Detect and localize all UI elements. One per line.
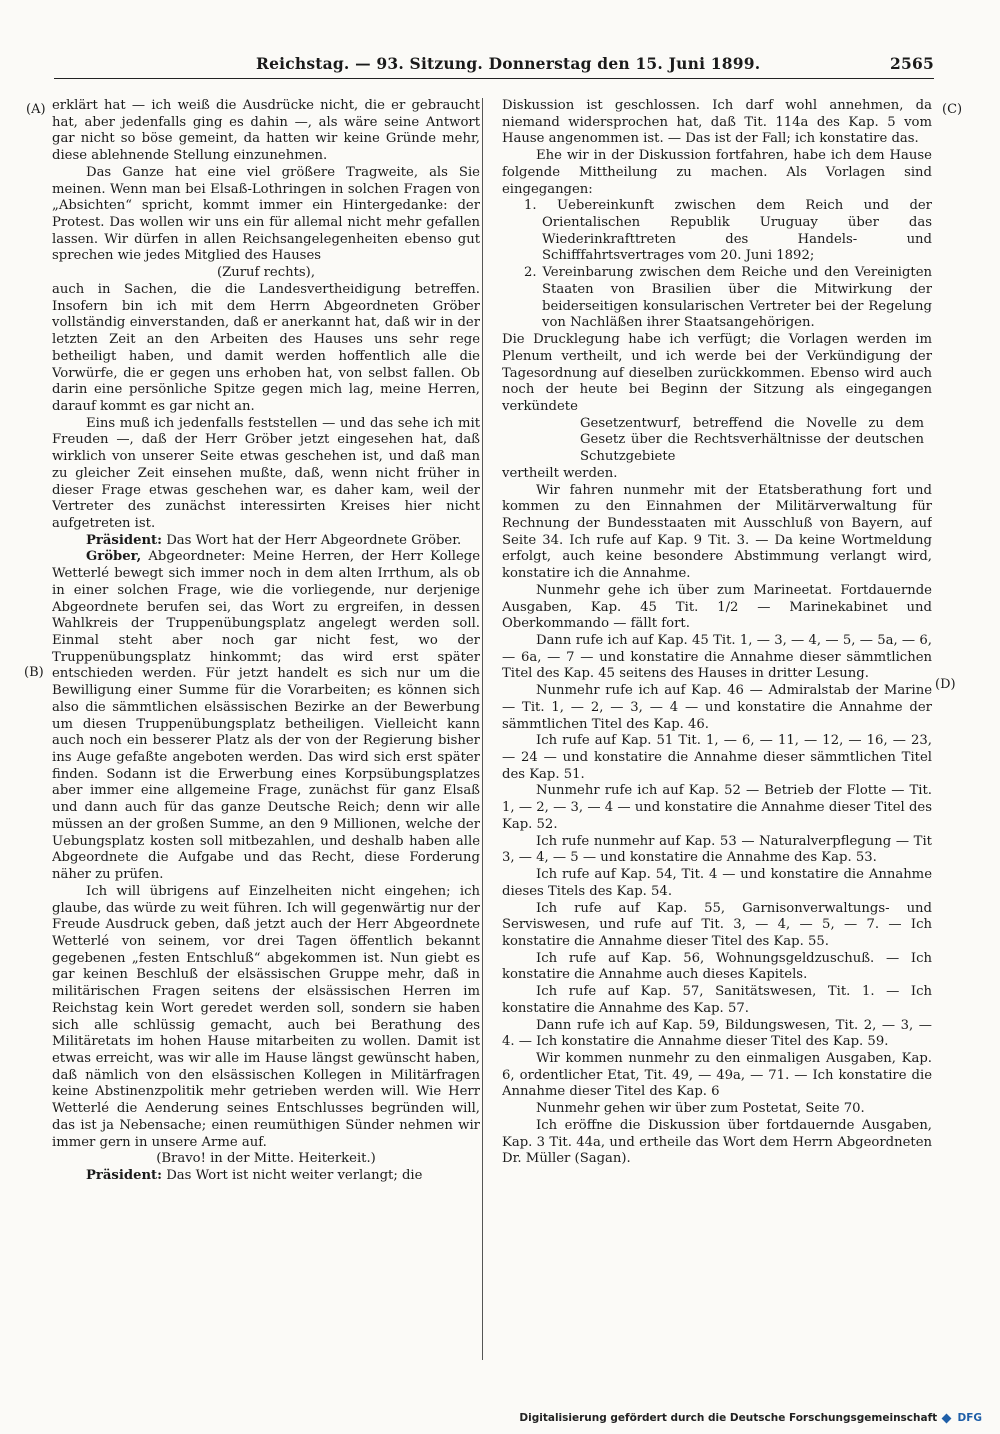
paragraph: Wir kommen nunmehr zu den einmaligen Ausgaben, Kap. 6, ordentlicher Etat, Tit. 49, — 49a, — 71. — Ich konstatire die Annahme dieser Titel des Kap. 6	[502, 1050, 932, 1100]
paragraph: Gesetzentwurf, betreffend die Novelle zu dem Gesetz über die Rechtsverhältnisse der deutschen Schutzgebiete	[580, 415, 924, 465]
paragraph: Ich rufe auf Kap. 56, Wohnungsgeldzuschuß. — Ich konstatire die Annahme auch dieses Kapitels.	[502, 950, 932, 983]
paragraph: vertheilt werden.	[502, 465, 618, 481]
paragraph: (Zuruf rechts),	[216, 265, 316, 281]
paragraph	[52, 549, 480, 883]
margin-marker-d: (D)	[935, 677, 956, 692]
dfg-diamond-icon	[941, 1413, 951, 1423]
paragraph: auch in Sachen, die die Landesvertheidigung betreffen. Insofern bin ich mit dem Herrn Abgeordneten Gröber vollständig einverstanden, daß er anerkannt hat, daß wir in der letzten Zeit an den Arbeiten des Hauses uns sehr rege betheiligt haben, und damit werden hoffentlich alle die Vorwürfe, die er gegen uns erhoben hat, von selbst fallen. Ob darin eine persönliche Spitze gegen mich lag, meine Herren, darauf kommt es gar nicht an.	[52, 281, 480, 414]
footer-credit	[519, 1412, 982, 1424]
paragraph: erklärt hat — ich weiß die Ausdrücke nicht, die er gebraucht hat, aber jedenfalls ging es dahin —, als wäre seine Antwort gar nicht so böse gemeint, da hatten wir keine Gründe mehr, diese ablehnende Stellung einzunehmen.	[52, 98, 480, 164]
paragraph	[52, 533, 480, 550]
page-title: Reichstag. — 93. Sitzung. Donnerstag den 15. Juni 1899.	[256, 54, 761, 73]
paragraph: Eins muß ich jedenfalls feststellen — und das sehe ich mit Freuden —, daß der Herr Gröber jetzt eingesehen hat, daß wirklich von unserer Seite etwas geschehen ist, und daß man zu gleicher Zeit einsehen mußte, daß, wenn nicht früher in dieser Frage etwas geschehen war, es daher kam, weil der Vertreter des zunächst interessirten Kreises hier nicht aufgetreten ist.	[52, 415, 480, 531]
speech-text: Das Wort hat der Herr Abgeordnete Gröber.	[162, 532, 462, 548]
paragraph: Ich rufe auf Kap. 55, Garnisonverwaltungs- und Serviswesen, und rufe auf Tit. 3, — 4, — 5, — 7. — Ich konstatire die Annahme dieser Titel des Kap. 55.	[502, 900, 932, 949]
speech-text: Abgeordneter: Meine Herren, der Herr Kollege Wetterlé bewegt sich immer noch in dem alten Irrthum, als ob in einer solchen Frage, wie die vorliegende, nur derjenige Abgeordnete berufen sei, das Wort zu ergreifen, in dessen Wahlkreis der Truppenübungsplatz angelegt werden soll. Einmal steht aber noch gar nicht fest, wo der Truppenübungsplatz hinkommt; das wird erst später entschieden werden. Für jetzt handelt es sich nur um die Bewilligung einer Summe für die Vorarbeiten; es können sich also die sämmtlichen elsässischen Bezirke an der Bewerbung um diesen Truppenübungsplatz betheiligen. Vielleicht kann auch noch ein besserer Platz als der von der Regierung bisher ins Auge gefaßte angeboten werden. Das wird sich erst später finden. Sodann ist die Erwerbung eines Korpsübungsplatzes aber immer eine allgemeine Frage, zunächst für ganz Elsaß und dann auch für das ganze Deutsche Reich; denn wir alle müssen an der großen Summe, an den 9 Millionen, welche der Uebungsplatz kosten soll mitbezahlen, und deshalb haben alle Abgeordnete die Aufgabe und das Recht, diese Forderung näher zu prüfen.	[52, 549, 480, 883]
dfg-logo: DFG	[957, 1412, 982, 1424]
margin-marker-c: (C)	[942, 102, 963, 117]
paragraph: Ich will übrigens auf Einzelheiten nicht eingehen; ich glaube, das würde zu weit führen. Ich will gegenwärtig nur der Freude Ausdruck geben, daß jetzt auch der Herr Abgeordnete Wetterlé von seinem, vor drei Tagen öffentlich bekannt gegebenen „festen Entschluß“ abgekommen ist. Nun giebt es gar keinen Beschluß der elsässischen Gruppe mehr, daß in militärischen Fragen seitens der elsässischen Herren im Reichstag kein Wort geredet werden soll, sondern sie haben sich alle schlüssig gemacht, auch bei Berathung des Militäretats im hohen Hause mitarbeiten zu wollen. Damit ist etwas erreicht, was wir alle im Hause längst gewünscht haben, daß nämlich von den elsässischen Kollegen in Militärfragen keine Abstinenzpolitik mehr getrieben werden will. Wie Herr Wetterlé die Aenderung seines Entschlusses begründen will, das ist ja Nebensache; einen reumüthigen Sünder nehmen wir immer gern in unsere Arme auf.	[52, 883, 480, 1150]
paragraph: Wir fahren nunmehr mit der Etatsberathung fort und kommen zu den Einnahmen der Militärverwaltung für Rechnung der Bundesstaaten mit Ausschluß von Bayern, auf Seite 34. Ich rufe auf Kap. 9 Tit. 3. — Da keine Wortmeldung erfolgt, auch keine besondere Abstimmung verlangt wird, konstatire ich die Annahme.	[502, 482, 932, 582]
paragraph: Diskussion ist geschlossen. Ich darf wohl annehmen, da niemand widersprochen hat, daß Tit. 114a des Kap. 5 vom Hause angenommen ist. — Das ist der Fall; ich konstatire das.	[502, 98, 932, 147]
page-number: 2565	[890, 54, 934, 73]
paragraph: 1. Uebereinkunft zwischen dem Reich und der Orientalischen Republik Uruguay über das Wiederinkrafttreten des Handels- und Schifffahrtsvertrages vom 20. Juni 1892;	[524, 198, 932, 264]
speaker-name: Gröber,	[86, 549, 142, 565]
paragraph: Nunmehr gehen wir über zum Postetat, Seite 70.	[536, 1101, 865, 1117]
speech-text: Das Wort ist nicht weiter verlangt; die	[162, 1168, 423, 1183]
paragraph: Ehe wir in der Diskussion fortfahren, habe ich dem Hause folgende Mittheilung zu machen. Als Vorlagen sind eingegangen:	[502, 148, 932, 197]
page-header	[54, 50, 934, 76]
paragraph: Das Ganze hat eine viel größere Tragweite, als Sie meinen. Wenn man bei Elsaß-Lothringen in solchen Fragen von „Absichten“ spricht, kommt immer ein Hintergedanke: der Protest. Das wollen wir uns ein für allemal nicht mehr gefallen lassen. Wir dürfen in allen Reichsangelegenheiten ebenso gut sprechen wie jedes Mitglied des Hauses	[52, 164, 480, 264]
speaker-name: Präsident:	[86, 1168, 163, 1183]
paragraph: Ich rufe auf Kap. 57, Sanitätswesen, Tit. 1. — Ich konstatire die Annahme des Kap. 57.	[502, 984, 932, 1016]
paragraph: Die Drucklegung habe ich verfügt; die Vorlagen werden im Plenum vertheilt, und ich werde bei der Verkündigung der Tagesordnung auf dieselben zurückkommen. Ebenso wird auch noch der heute bei Beginn der Sitzung als eingegangen verkündete	[502, 332, 932, 414]
right-column	[502, 98, 932, 1360]
left-column	[52, 98, 480, 1360]
paragraph: Nunmehr rufe ich auf Kap. 46 — Admiralstab der Marine — Tit. 1, — 2, — 3, — 4 — und konstatire die Annahme der sämmtlichen Titel des Kap. 46.	[502, 683, 932, 732]
paragraph: Ich rufe auf Kap. 51 Tit. 1, — 6, — 11, — 12, — 16, — 23, — 24 — und konstatire die Annahme dieser sämmtlichen Titel des Kap. 51.	[502, 733, 932, 782]
paragraph: 2. Vereinbarung zwischen dem Reiche und den Vereinigten Staaten von Brasilien über die Mitwirkung der beiderseitigen konsularischen Vertreter bei der Regelung von Nachläßen ihrer Staatsangehörigen.	[524, 265, 932, 331]
header-rule	[54, 78, 934, 79]
paragraph: Ich rufe nunmehr auf Kap. 53 — Naturalverpflegung — Tit 3, — 4, — 5 — und konstatire die Annahme des Kap. 53.	[502, 833, 932, 866]
paragraph: Ich rufe auf Kap. 54, Tit. 4 — und konstatire die Annahme dieses Titels des Kap. 54.	[502, 867, 932, 899]
margin-marker-a: (A)	[26, 102, 46, 117]
paragraph: Dann rufe ich auf Kap. 45 Tit. 1, — 3, — 4, — 5, — 5a, — 6, — 6a, — 7 — und konstatire die Annahme dieser sämmtlichen Titel des Kap. 45 seitens des Hauses in dritter Lesung.	[502, 633, 932, 682]
paragraph	[52, 1168, 480, 1185]
paragraph: Ich eröffne die Diskussion über fortdauernde Ausgaben, Kap. 3 Tit. 44a, und ertheile das Wort dem Herrn Abgeordneten Dr. Müller (Sagan).	[502, 1117, 932, 1167]
paragraph: Nunmehr gehe ich über zum Marineetat. Fortdauernde Ausgaben, Kap. 45 Tit. 1/2 — Marinekabinet und Oberkommando — fällt fort.	[502, 582, 932, 632]
paragraph: (Bravo! in der Mitte. Heiterkeit.)	[156, 1151, 376, 1167]
paragraph: Nunmehr rufe ich auf Kap. 52 — Betrieb der Flotte — Tit. 1, — 2, — 3, — 4 — und konstatire die Annahme dieser Titel des Kap. 52.	[502, 783, 932, 832]
speaker-name: Präsident:	[86, 532, 163, 548]
column-divider	[482, 98, 483, 1360]
paragraph: Dann rufe ich auf Kap. 59, Bildungswesen, Tit. 2, — 3, — 4. — Ich konstatire die Annahme dieser Titel des Kap. 59.	[502, 1017, 932, 1050]
margin-marker-b: (B)	[24, 665, 44, 680]
footer-text: Digitalisierung gefördert durch die Deutsche Forschungsgemeinschaft	[519, 1412, 938, 1424]
